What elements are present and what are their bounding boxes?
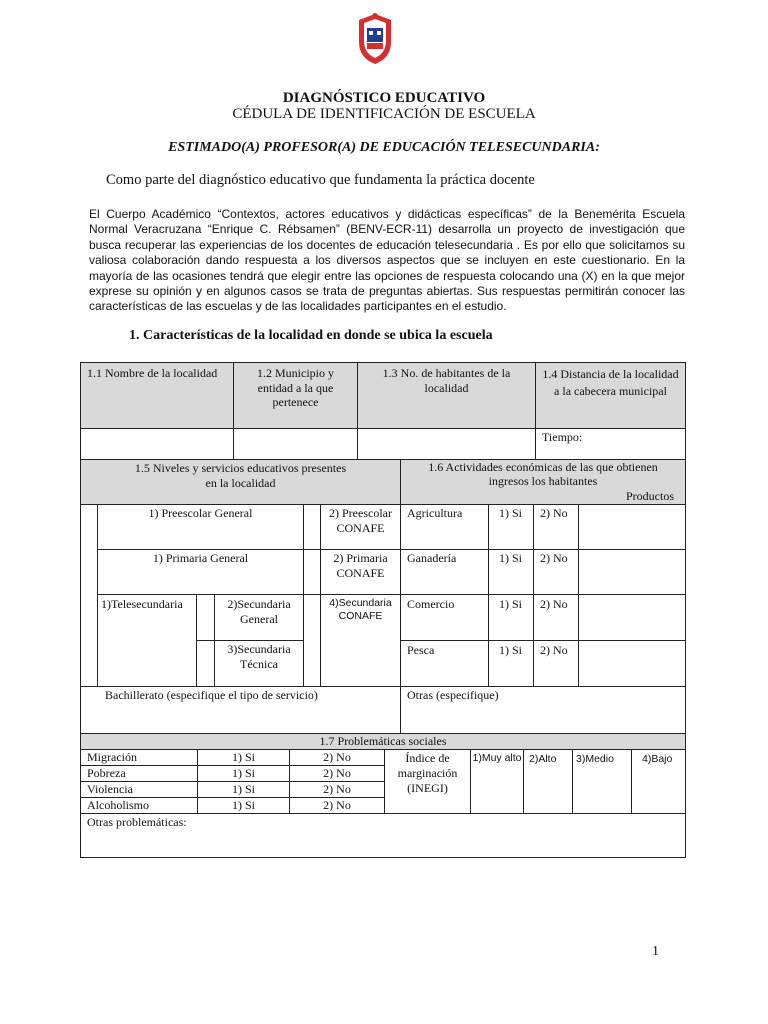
ganaderia-si[interactable]: 1) Si xyxy=(488,549,534,595)
comercio-productos[interactable] xyxy=(578,594,686,641)
header-1-1: 1.1 Nombre de la localidad xyxy=(80,362,234,429)
pesca-si[interactable]: 1) Si xyxy=(488,640,534,687)
actividad-agricultura: Agricultura xyxy=(400,504,489,550)
secundaria-general: 2)Secundaria General xyxy=(214,594,304,641)
problematica-migracion: Migración xyxy=(80,749,198,766)
ganaderia-no[interactable]: 2) No xyxy=(533,549,579,595)
violencia-si[interactable]: 1) Si xyxy=(197,781,290,798)
answer-1-4-tiempo[interactable]: Tiempo: xyxy=(535,428,686,460)
problematica-alcoholismo: Alcoholismo xyxy=(80,797,198,814)
header-1-2: 1.2 Municipio y entidad a la que pertenece xyxy=(233,362,358,429)
productos-label: Productos xyxy=(626,489,674,503)
problematica-violencia: Violencia xyxy=(80,781,198,798)
marginacion-muy-alto[interactable]: 1)Muy alto xyxy=(470,749,524,814)
primaria-conafe: 2) Primaria CONAFE xyxy=(320,549,401,595)
alcoholismo-no[interactable]: 2) No xyxy=(289,797,385,814)
marginacion-alto[interactable]: 2)Alto xyxy=(523,749,573,814)
actividad-ganaderia: Ganadería xyxy=(400,549,489,595)
answer-1-1[interactable] xyxy=(80,428,234,460)
header-1-7: 1.7 Problemáticas sociales xyxy=(80,733,686,750)
otras-problematicas[interactable]: Otras problemáticas: xyxy=(80,813,686,858)
pesca-productos[interactable] xyxy=(578,640,686,687)
actividad-comercio: Comercio xyxy=(400,594,489,641)
bachillerato[interactable]: Bachillerato (especifique el tipo de servicio) xyxy=(80,686,401,734)
comercio-no[interactable]: 2) No xyxy=(533,594,579,641)
agricultura-no[interactable]: 2) No xyxy=(533,504,579,550)
migracion-si[interactable]: 1) Si xyxy=(197,749,290,766)
document-title: DIAGNÓSTICO EDUCATIVO xyxy=(282,90,486,106)
secundaria-tecnica: 3)Secundaria Técnica xyxy=(214,640,304,687)
actividad-pesca: Pesca xyxy=(400,640,489,687)
primaria-general: 1) Primaria General xyxy=(97,549,304,595)
section-1-title: 1. Características de la localidad en donde se ubica la escuela xyxy=(129,328,493,343)
agricultura-si[interactable]: 1) Si xyxy=(488,504,534,550)
pobreza-si[interactable]: 1) Si xyxy=(197,765,290,782)
answer-1-2[interactable] xyxy=(233,428,358,460)
preescolar-conafe: 2) Preescolar CONAFE xyxy=(320,504,401,550)
secundaria-checkbox[interactable] xyxy=(303,594,321,687)
secundaria-conafe: 4)Secundaria CONAFE xyxy=(320,594,401,687)
answer-1-3[interactable] xyxy=(357,428,536,460)
migracion-no[interactable]: 2) No xyxy=(289,749,385,766)
header-1-6: 1.6 Actividades económicas de las que obtienen ingresos los habitantes xyxy=(400,459,686,505)
preescolar-checkbox[interactable] xyxy=(303,504,321,550)
intro-paragraph: El Cuerpo Académico “Contextos, actores educativos y didácticas específicas” de la Benemérita Escuela Normal Veracruzana “Enrique C. Rébsamen” (BENV-ECR-11) desarrolla un proyecto de investigación que busca recuperar las experiencias de los docentes de educación telesecundaria . Es por ello que solicitamos su valiosa colaboración dando respuesta a los diversos aspectos que se incluyen en este cuestionario. En la mayoría de las ocasiones tendrá que elegir entre las opciones de respuesta colocando una (X) en la que mejor exprese su opinión y en algunos casos se trata de preguntas abiertas. Sus respuestas permitirán conocer las características de las escuelas y de las localidades participantes en el estudio. xyxy=(89,207,685,314)
alcoholismo-si[interactable]: 1) Si xyxy=(197,797,290,814)
page-number: 1 xyxy=(652,944,659,959)
marginacion-bajo[interactable]: 4)Bajo xyxy=(631,749,686,814)
preescolar-general: 1) Preescolar General xyxy=(97,504,304,550)
school-seal-logo xyxy=(355,12,395,66)
header-1-4: 1.4 Distancia de la localidad a la cabecera municipal xyxy=(535,362,686,429)
otras-actividades[interactable]: Otras (especifique) xyxy=(400,686,686,734)
telesecundaria-checkbox[interactable] xyxy=(196,594,215,641)
marginacion-medio[interactable]: 3)Medio xyxy=(572,749,632,814)
violencia-no[interactable]: 2) No xyxy=(289,781,385,798)
pesca-no[interactable]: 2) No xyxy=(533,640,579,687)
indice-marginacion-label: Índice de marginación (INEGI) xyxy=(384,749,471,814)
header-1-3: 1.3 No. de habitantes de la localidad xyxy=(357,362,536,429)
greeting-heading: ESTIMADO(A) PROFESOR(A) DE EDUCACIÓN TELESECUNDARIA: xyxy=(168,140,600,155)
header-1-5: 1.5 Niveles y servicios educativos presentes en la localidad xyxy=(80,459,401,505)
problematica-pobreza: Pobreza xyxy=(80,765,198,782)
pobreza-no[interactable]: 2) No xyxy=(289,765,385,782)
comercio-si[interactable]: 1) Si xyxy=(488,594,534,641)
telesecundaria: 1)Telesecundaria xyxy=(97,594,197,687)
ganaderia-productos[interactable] xyxy=(578,549,686,595)
primaria-checkbox[interactable] xyxy=(303,549,321,595)
intro-text: Como parte del diagnóstico educativo que fundamenta la práctica docente xyxy=(106,172,535,188)
agricultura-productos[interactable] xyxy=(578,504,686,550)
document-subtitle: CÉDULA DE IDENTIFICACIÓN DE ESCUELA xyxy=(232,106,536,122)
